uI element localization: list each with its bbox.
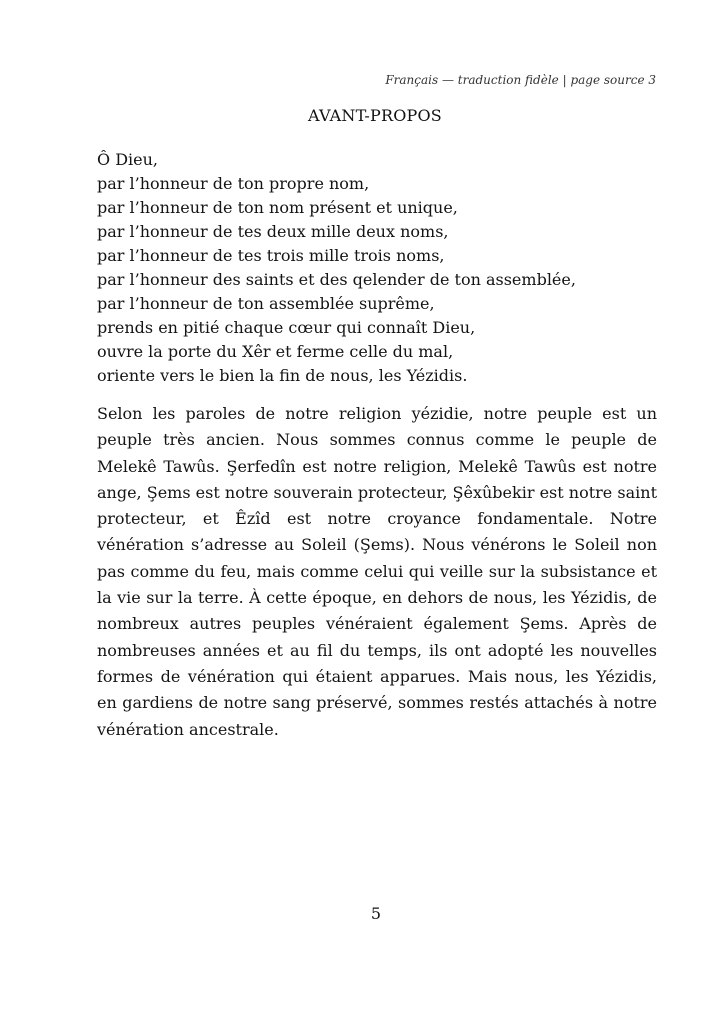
invocation-line: par l’honneur de ton assemblée suprême, <box>97 294 435 313</box>
invocation-line: prends en pitié chaque cœur qui connaît Dieu, <box>97 318 476 337</box>
invocation-line: par l’honneur des saints et des qelender de ton assemblée, <box>97 270 576 289</box>
page-title: AVANT-PROPOS <box>308 106 442 125</box>
running-header: Français — traduction fidèle | page source 3 <box>385 73 656 87</box>
invocation-line: par l’honneur de ton nom présent et unique, <box>97 198 458 217</box>
invocation-line: par l’honneur de tes trois mille trois noms, <box>97 246 445 265</box>
invocation-line: oriente vers le bien la fin de nous, les Yézidis. <box>97 366 468 385</box>
page-number: 5 <box>370 904 382 923</box>
invocation-line: par l’honneur de tes deux mille deux noms, <box>97 222 449 241</box>
body-paragraph: Selon les paroles de notre religion yézidie, notre peuple est un peuple très ancien. Nous sommes connus comme le peuple de Melekê Tawûs. Şerfedîn est notre religion, Melekê Tawûs est notre ange, Şems est notre souverain protecteur, Şêxûbekir est notre saint protecteur, et Êzîd est notre croyance fondamentale. Notre vénération s’adresse au Soleil (Şems). Nous vénérons le Soleil non pas comme du feu, mais comme celui qui veille sur la subsistance et la vie sur la terre. À cette époque, en dehors de nous, les Yézidis, de nombreux autres peuples vénéraient également Şems. Après de nombreuses années et au fil du temps, ils ont adopté les nouvelles formes de vénération qui étaient apparues. Mais nous, les Yézidis, en gardiens de notre sang préservé, sommes restés attachés à notre vénération ancestrale. <box>97 404 657 739</box>
invocation-line: par l’honneur de ton propre nom, <box>97 174 370 193</box>
invocation-line: ouvre la porte du Xêr et ferme celle du mal, <box>97 342 454 361</box>
invocation-block <box>97 148 657 388</box>
invocation-line: Ô Dieu, <box>97 150 159 169</box>
